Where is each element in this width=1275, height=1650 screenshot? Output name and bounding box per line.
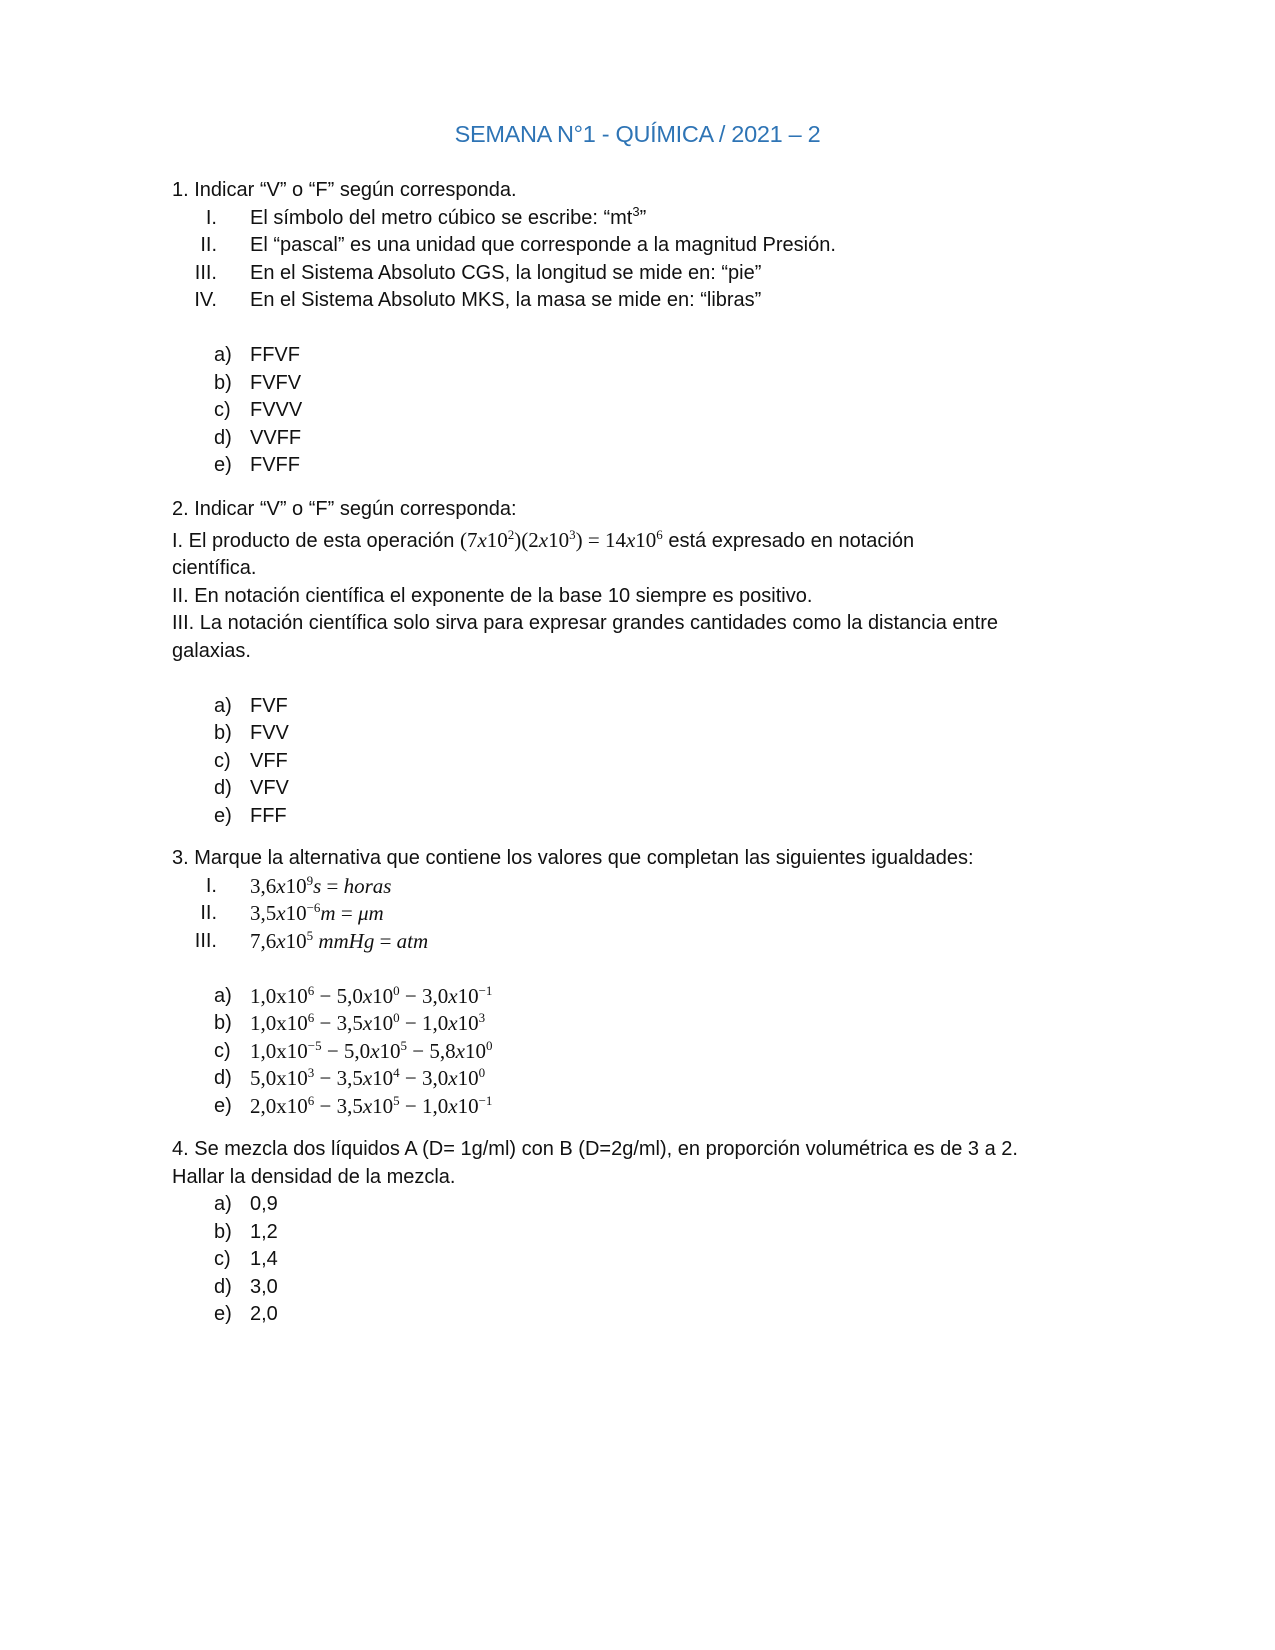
math-expression: $1,0x10^{-5} - 5,0x10^5 - 5,8x10^0$ (250, 1037, 493, 1063)
roman-numeral: II. (200, 902, 217, 924)
statement-row (177, 873, 1077, 901)
option-row (177, 342, 1077, 370)
option-row (177, 748, 1057, 776)
option-letter: b) (214, 371, 232, 394)
statement-row (177, 260, 1077, 288)
question-3-text: 3. Marque la alternativa que contiene los valores que completan las siguientes igualdades: (172, 847, 974, 869)
option-row (177, 1038, 1077, 1066)
statement-1 (172, 527, 1052, 556)
option-letter: c) (214, 1248, 231, 1270)
roman-numeral: I. (205, 874, 217, 897)
roman-numeral: III. (194, 929, 217, 952)
statement-row (177, 232, 1077, 260)
question-4-heading: 4. Se mezcla dos líquidos A (D= 1g/ml) con B (D=2g/ml), en proporción volumétrica es de 3 a 2. (172, 1138, 1018, 1160)
statement-1-prefix: I. El producto de esta operación (172, 529, 460, 552)
option-letter: e) (214, 1094, 232, 1117)
option-letter: a) (214, 344, 232, 366)
option-letter: a) (214, 984, 232, 1007)
question-2-heading: 2. Indicar “V” o “F” según corresponda: (172, 498, 517, 520)
option-row (177, 425, 1077, 453)
option-row (177, 1191, 1077, 1219)
option-letter: d) (214, 1067, 232, 1089)
statement-row (177, 900, 1077, 928)
question-4-heading-continued: Hallar la densidad de la mezcla. (172, 1165, 456, 1188)
option-text: FFVF (250, 344, 300, 366)
math-expression: $5,0x10^3 - 3,5x10^4 - 3,0x10^0$ (250, 1065, 486, 1090)
question-4 (172, 1136, 1072, 1329)
math-expression: $1,0x10^6 - 5,0x10^0 - 3,0x10^{-1}$ (250, 982, 493, 1008)
math-expression: $(7x10^2)(2x10^3) = 14x10^6$ (459, 526, 663, 552)
option-letter: b) (214, 722, 232, 744)
statement-row (177, 928, 1077, 956)
question-3 (172, 845, 1077, 1120)
option-row (177, 1093, 1077, 1121)
question-1-text: 1. Indicar “V” o “F” según corresponda. (172, 179, 517, 201)
statement-2: II. En notación científica el exponente de la base 10 siempre es positivo. (172, 584, 813, 607)
option-row (177, 1301, 1077, 1329)
roman-numeral: IV. (194, 289, 217, 311)
option-text: FVV (250, 722, 289, 744)
roman-numeral: III. (194, 261, 217, 284)
statement-1-suffix: está expresado en notación (662, 529, 915, 552)
option-row (177, 452, 1077, 480)
option-row (177, 1219, 1077, 1247)
roman-numeral: I. (205, 206, 217, 229)
option-row (177, 803, 1057, 831)
option-row (177, 1274, 1077, 1302)
statement-row (177, 287, 1077, 315)
question-2 (172, 496, 1052, 830)
option-row (177, 983, 1077, 1011)
question-3-heading (172, 845, 1077, 873)
math-expression: $1,0x10^6 - 3,5x10^0 - 1,0x10^3$ (250, 1010, 486, 1035)
option-text: FVFV (250, 371, 302, 394)
math-expression: $3,6x10^9s$ = horas (250, 872, 392, 898)
option-letter: d) (214, 1275, 232, 1298)
option-text: 3,0 (250, 1275, 278, 1298)
option-letter: e) (214, 804, 232, 827)
statement-text-end: ” (639, 206, 647, 229)
option-letter: c) (214, 749, 231, 772)
statement-row (177, 205, 1077, 233)
option-letter: e) (214, 1303, 232, 1325)
option-letter: d) (214, 426, 232, 449)
math-expression: $3,5x10^{-6}m = \mu m$ (250, 900, 384, 925)
option-row (177, 1065, 1077, 1093)
option-text: FVF (250, 694, 288, 717)
statement-3: III. La notación científica solo sirva para expresar grandes cantidades como la distancia entre galaxias. (172, 612, 999, 662)
option-letter: c) (214, 1039, 231, 1062)
option-text: 0,9 (250, 1193, 278, 1215)
option-row (177, 720, 1057, 748)
option-letter: a) (214, 694, 232, 717)
option-row (177, 370, 1077, 398)
option-text: FVVV (250, 399, 303, 421)
math-expression: $2,0x10^6 - 3,5x10^5 - 1,0x10^{-1}$ (250, 1092, 493, 1118)
option-text: 1,4 (250, 1248, 278, 1270)
statement-text (250, 205, 646, 233)
option-text: FVFF (250, 454, 300, 476)
question-1-heading (172, 177, 1077, 205)
option-letter: b) (214, 1220, 232, 1243)
statement-text: El “pascal” es una unidad que corresponde a la magnitud Presión. (250, 234, 836, 256)
option-letter: d) (214, 777, 232, 799)
option-row (177, 397, 1077, 425)
option-text: FFF (250, 804, 287, 827)
option-text: 1,2 (250, 1220, 278, 1243)
option-letter: b) (214, 1012, 232, 1034)
statement-text: En el Sistema Absoluto MKS, la masa se mide en: “libras” (250, 289, 762, 311)
option-letter: e) (214, 454, 232, 476)
roman-numeral: II. (200, 234, 217, 256)
option-letter: a) (214, 1193, 232, 1215)
option-row (177, 1246, 1077, 1274)
statement-text-main: El símbolo del metro cúbico se escribe: “mt (250, 206, 633, 229)
statement-1-continued: científica. (172, 557, 257, 579)
option-text: VFV (250, 777, 289, 799)
option-text: 2,0 (250, 1303, 278, 1325)
superscript: 3 (632, 203, 640, 219)
option-text: VFF (250, 749, 288, 772)
option-text: VVFF (250, 426, 302, 449)
math-expression: $7,6x10^5$ mmHg = atm (250, 927, 429, 953)
page-title: SEMANA N°1 - QUÍMICA / 2021 – 2 (454, 121, 821, 147)
option-row (177, 1010, 1077, 1038)
option-letter: c) (214, 399, 231, 421)
statement-text: En el Sistema Absoluto CGS, la longitud se mide en: “pie” (250, 261, 762, 284)
option-row (177, 693, 1057, 721)
question-1 (172, 177, 1077, 480)
option-row (177, 775, 1057, 803)
